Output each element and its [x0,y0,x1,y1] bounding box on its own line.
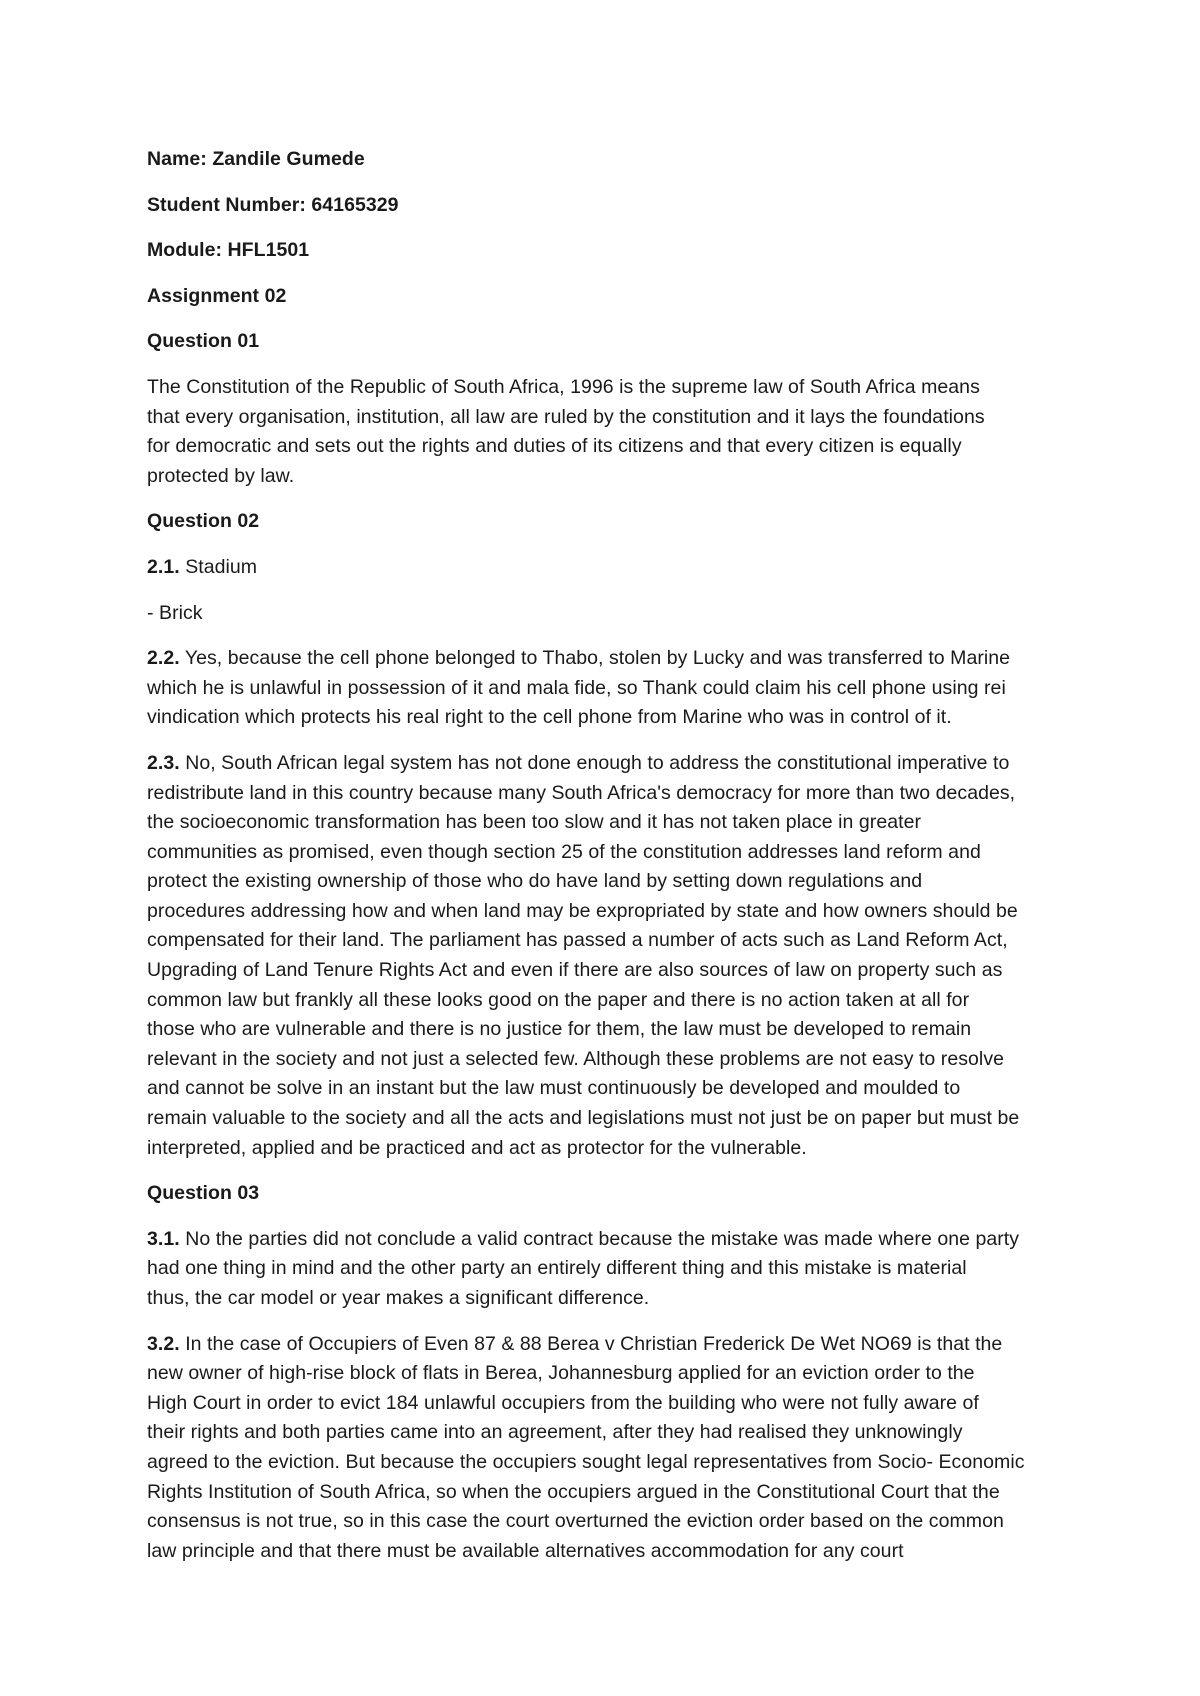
answer-line: for democratic and sets out the rights and duties of its citizens and that every citizen is equally [147,435,962,458]
module-code: Module: HFL1501 [147,239,310,262]
answer-2-1-number: 2.1. [147,555,180,578]
answer-3-1 [147,1225,1067,1314]
answer-line: relevant in the society and not just a selected few. Although these problems are not easy to resolve [147,1047,1005,1070]
answer-2-2 [147,644,1067,733]
answer-line: consensus is not true, so in this case the court overturned the eviction order based on the common [147,1510,1004,1533]
answer-line: 2.3. No, South African legal system has not done enough to address the constitutional imperative to [147,751,1010,774]
question-02-heading: Question 02 [147,510,260,533]
question-01-heading: Question 01 [147,330,260,353]
student-number: Student Number: 64165329 [147,193,399,216]
answer-line: compensated for their land. The parliament has passed a number of acts such as Land Reform Act, [147,929,1008,952]
answer-line: procedures addressing how and when land may be expropriated by state and how owners should be [147,899,1018,922]
answer-line: Rights Institution of South Africa, so when the occupiers argued in the Constitutional Court that the [147,1480,1000,1503]
answer-2-1-text: Stadium [179,555,258,578]
answer-line: interpreted, applied and be practiced and act as protector for the vulnerable. [147,1136,807,1159]
answer-line: agreed to the eviction. But because the occupiers sought legal representatives from Socio- Economic [147,1450,1025,1473]
answer-line: 3.1. No the parties did not conclude a valid contract because the mistake was made where one party [147,1227,1020,1250]
answer-2-1-item-brick: - Brick [147,601,203,624]
assignment-title: Assignment 02 [147,284,287,307]
answer-line: that every organisation, institution, all law are ruled by the constitution and it lays the foundations [147,405,985,428]
answer-line: new owner of high-rise block of flats in Berea, Johannesburg applied for an eviction order to the [147,1362,975,1385]
answer-line: had one thing in mind and the other party an entirely different thing and this mistake is material [147,1257,967,1280]
answer-line: and cannot be solve in an instant but the law must continuously be developed and moulded to [147,1077,961,1100]
answer-line: 3.2. In the case of Occupiers of Even 87 & 88 Berea v Christian Frederick De Wet NO69 is that the [147,1332,1003,1355]
answer-line: High Court in order to evict 184 unlawful occupiers from the building who were not fully aware of [147,1391,979,1414]
answer-line: communities as promised, even though section 25 of the constitution addresses land reform and [147,840,981,863]
answer-3-2-number: 3.2. [147,1332,180,1355]
document-body [147,145,1067,1582]
answer-2-3-number: 2.3. [147,751,180,774]
student-name: Name: Zandile Gumede [147,148,365,170]
answer-line: which he is unlawful in possession of it and mala fide, so Thank could claim his cell phone using rei [147,676,1006,699]
answer-line: those who are vulnerable and there is no justice for them, the law must be developed to remain [147,1018,972,1041]
answer-line: thus, the car model or year makes a significant difference. [147,1287,650,1309]
answer-line: common law but frankly all these looks good on the paper and there is no action taken at all for [147,988,970,1011]
answer-line: Upgrading of Land Tenure Rights Act and even if there are also sources of law on property such as [147,959,1003,982]
answer-line: protected by law. [147,464,295,487]
answer-line: their rights and both parties came into an agreement, after they had realised they unknowingly [147,1421,963,1444]
answer-2-1 [147,553,1067,583]
answer-line: law principle and that there must be available alternatives accommodation for any court [147,1539,904,1562]
question-03-heading: Question 03 [147,1182,260,1205]
answer-line: remain valuable to the society and all the acts and legislations must not just be on paper but must be [147,1107,1020,1130]
answer-line: vindication which protects his real right to the cell phone from Marine who was in control of it. [147,706,952,729]
answer-3-1-number: 3.1. [147,1227,180,1250]
question-01-answer [147,373,1067,491]
answer-2-3 [147,749,1067,1163]
answer-line: 2.2. Yes, because the cell phone belonged to Thabo, stolen by Lucky and was transferred to Marine [147,647,1011,670]
answer-line: protect the existing ownership of those who do have land by setting down regulations and [147,870,923,893]
answer-line: The Constitution of the Republic of South Africa, 1996 is the supreme law of South Africa means [147,375,980,398]
answer-line: the socioeconomic transformation has been too slow and it has not taken place in greater [147,811,922,834]
answer-2-2-number: 2.2. [147,647,180,670]
answer-line: redistribute land in this country because many South Africa's democracy for more than two decades, [147,781,1016,804]
answer-3-2 [147,1330,1067,1567]
